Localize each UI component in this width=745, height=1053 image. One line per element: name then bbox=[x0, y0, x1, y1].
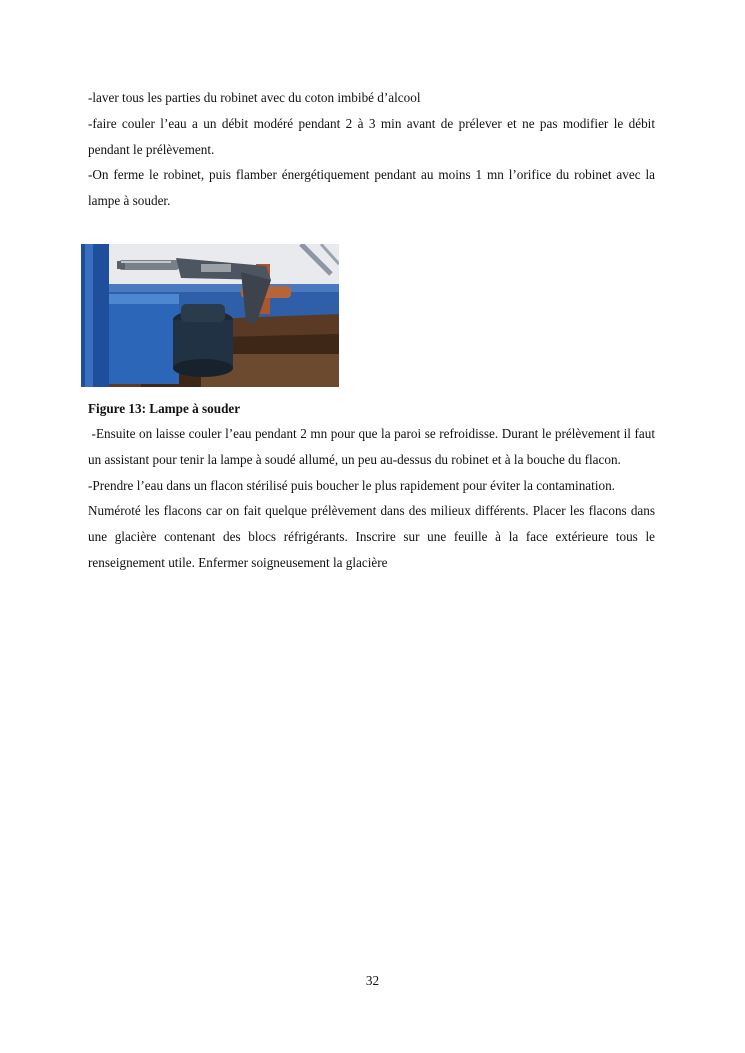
paragraph: -faire couler l’eau a un débit modéré pendant 2 à 3 min avant de prélever et ne pas modifier le débit pendant le prélèvement. bbox=[88, 115, 655, 157]
paragraph: -On ferme le robinet, puis flamber énergétiquement pendant au moins 1 mn l’orifice du robinet avec la lampe à souder. bbox=[88, 167, 655, 209]
figure-13-photo bbox=[81, 244, 339, 387]
paragraph: -Ensuite on laisse couler l’eau pendant 2 mn pour que la paroi se refroidisse. Durant le prélèvement il faut un assistant pour tenir la lampe à soudé allumé, un peu au-dessus du robinet et à la bouche du flacon. bbox=[88, 426, 659, 467]
paragraph: -Prendre l’eau dans un flacon stérilisé puis boucher le plus rapidement pour éviter la contamination. bbox=[88, 477, 615, 493]
paragraph: Numéroté les flacons car on fait quelque prélèvement dans des milieux différents. Placer les flacons dans une glacière contenant des blocs réfrigérants. Inscrire sur une feuille à la face extérieure tous le renseignement utile. Enfermer soigneusement la glacière bbox=[88, 503, 655, 570]
figure-caption: Figure 13: Lampe à souder bbox=[88, 401, 241, 416]
text-block-top bbox=[88, 85, 655, 214]
paragraph: -laver tous les parties du robinet avec du coton imbibé d’alcool bbox=[88, 90, 421, 105]
page-number: 32 bbox=[365, 973, 380, 988]
blowtorch-photo-illustration bbox=[81, 244, 339, 387]
text-block-bottom bbox=[88, 421, 659, 576]
